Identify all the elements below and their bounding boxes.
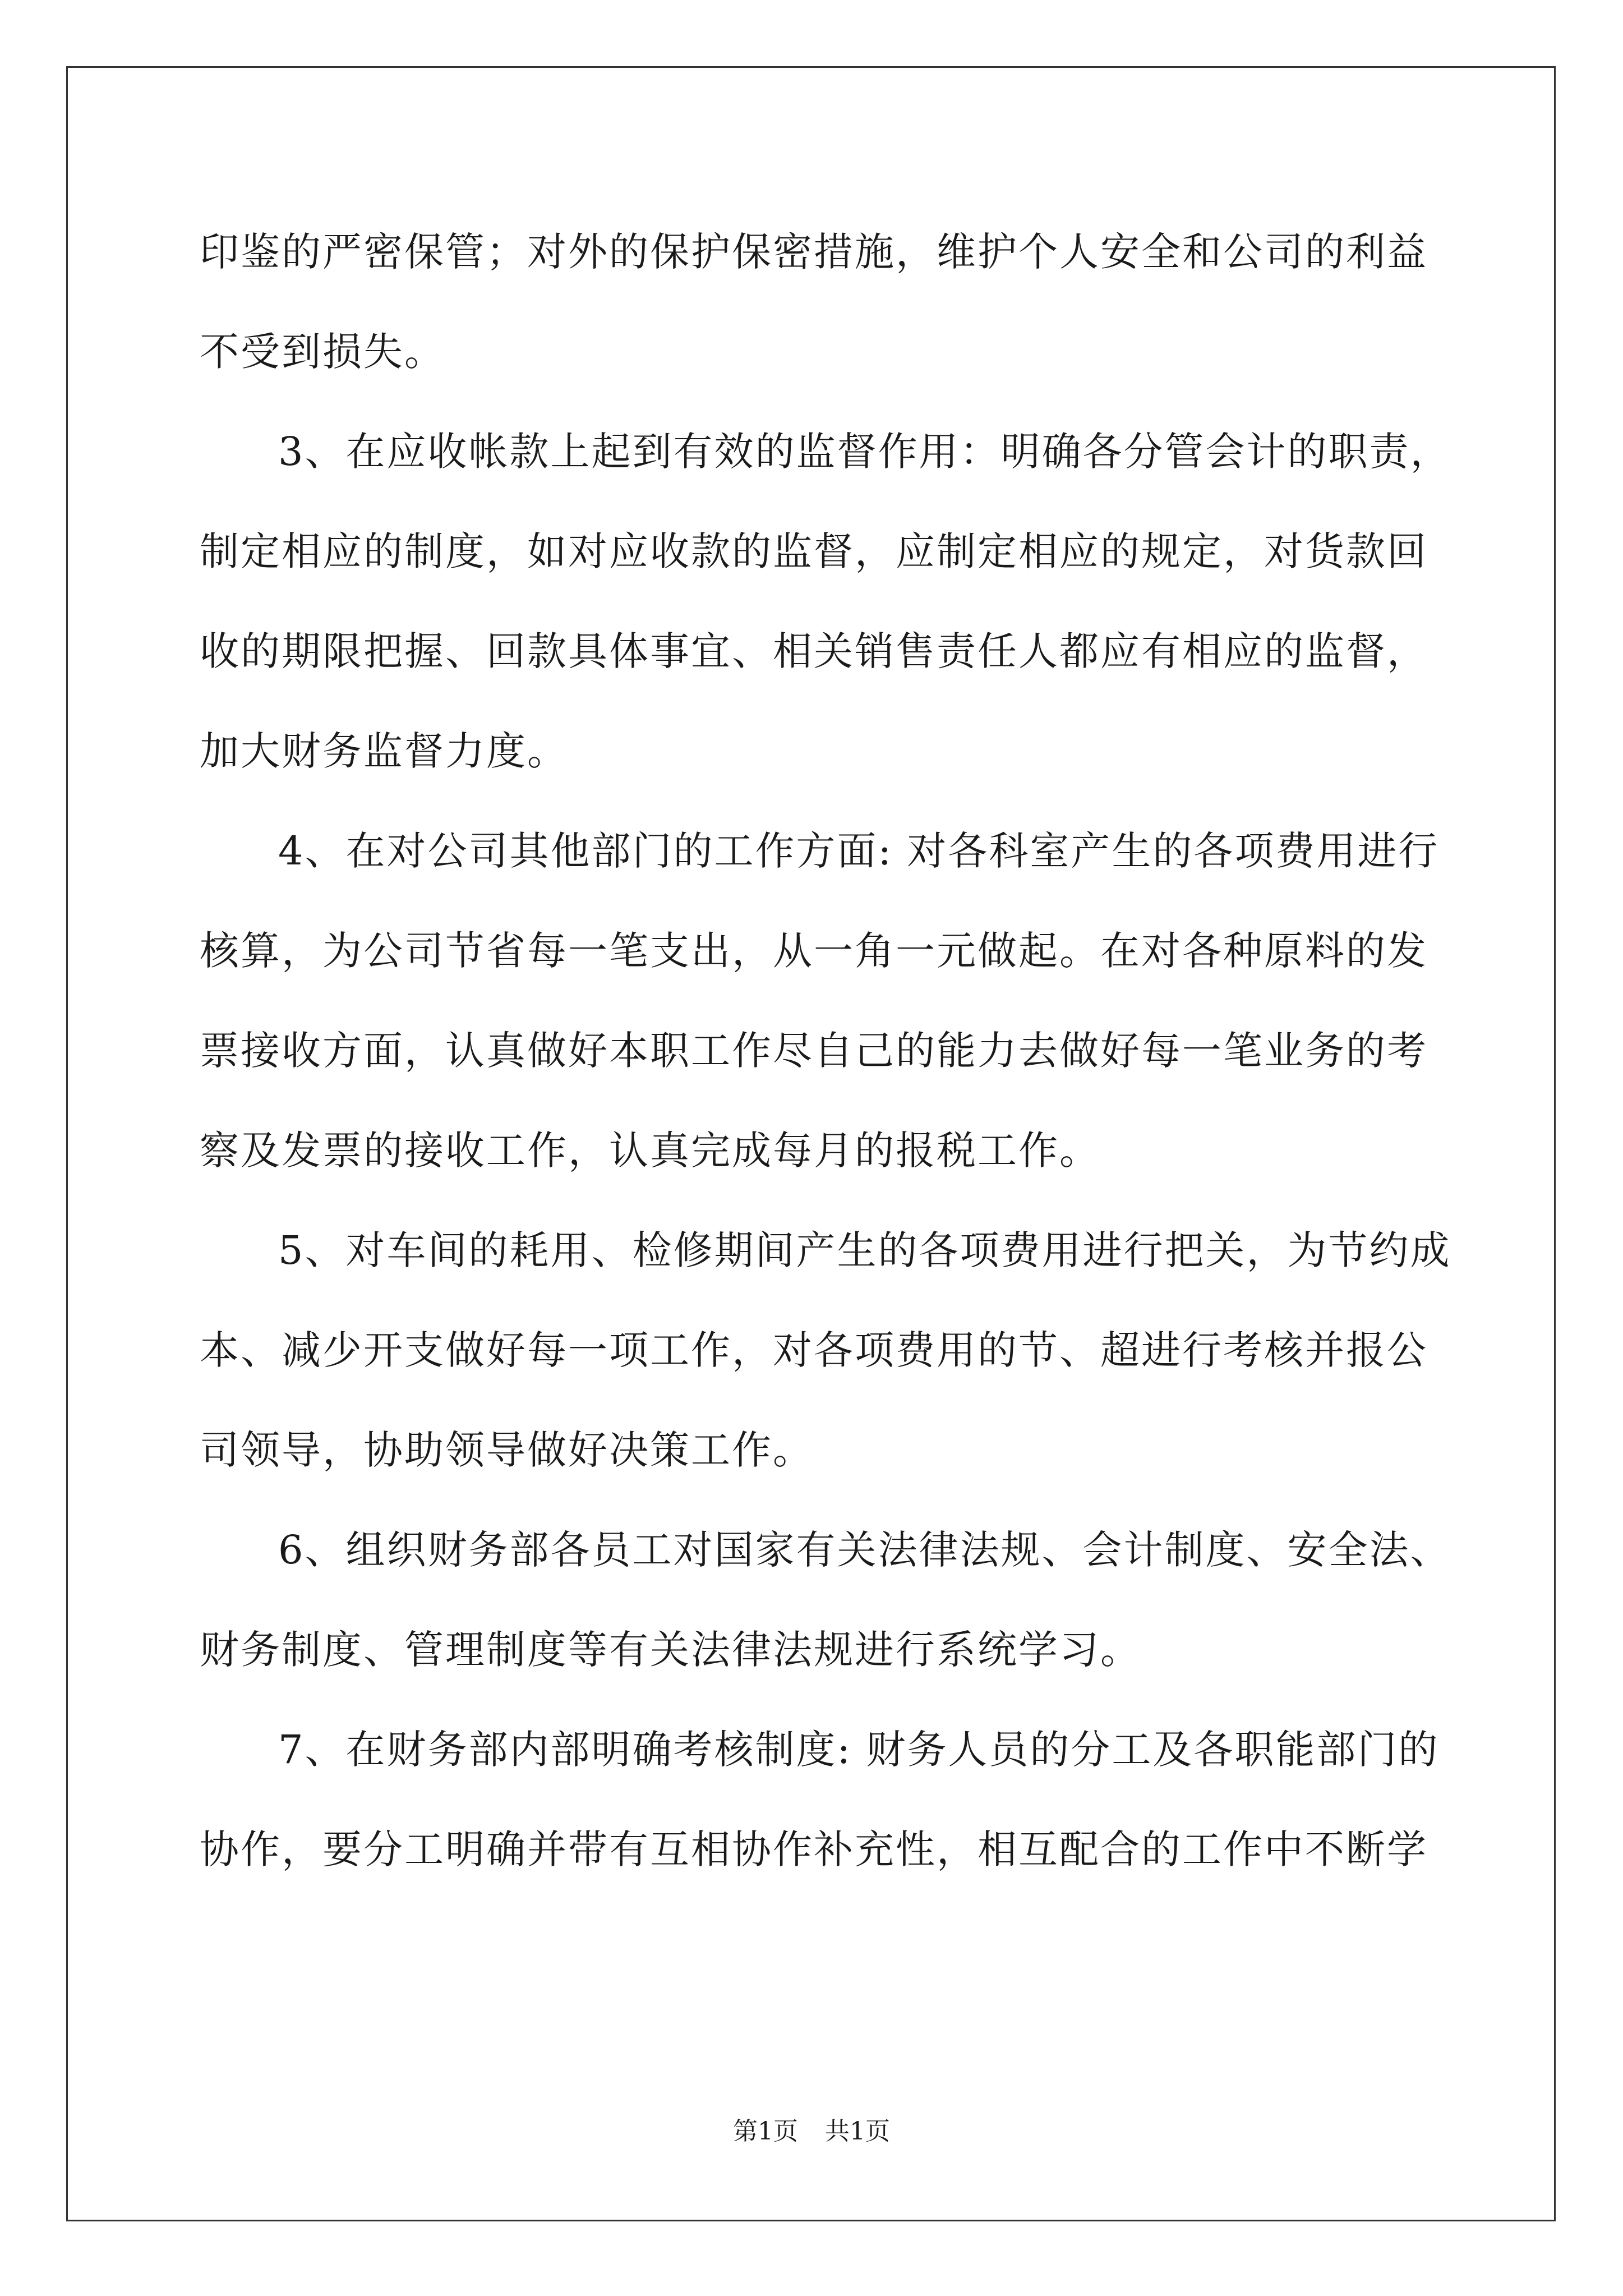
text-line-9: 票接收方面，认真做好本职工作尽自己的能力去做好每一笔业务的考 — [200, 1028, 1428, 1074]
text-line-7: 4、在对公司其他部门的工作方面: 对各科室产生的各项费用进行 — [278, 828, 1440, 874]
text-line-4: 制定相应的制度，如对应收款的监督，应制定相应的规定，对货款回 — [200, 528, 1428, 574]
text-line-5: 收的期限把握、回款具体事宜、相关销售责任人都应有相应的监督， — [200, 628, 1428, 674]
document-body — [200, 202, 1451, 1899]
text-line-14: 6、组织财务部各员工对国家有关法律法规、会计制度、安全法、 — [278, 1527, 1451, 1573]
text-line-6: 加大财务监督力度。 — [200, 728, 568, 774]
text-line-2: 不受到损失。 — [200, 329, 445, 375]
text-line-1: 印鉴的严密保管；对外的保护保密措施，维护个人安全和公司的利益 — [200, 229, 1428, 275]
text-line-17: 协作，要分工明确并带有互相协作补充性，相互配合的工作中不断学 — [200, 1826, 1428, 1872]
text-line-12: 本、减少开支做好每一项工作，对各项费用的节、超进行考核并报公 — [200, 1327, 1428, 1373]
text-line-11: 5、对车间的耗用、检修期间产生的各项费用进行把关，为节约成 — [278, 1227, 1451, 1273]
text-line-15: 财务制度、管理制度等有关法律法规进行系统学习。 — [200, 1627, 1141, 1673]
page-number-total: 共1页 — [825, 2117, 890, 2146]
text-line-8: 核算，为公司节省每一笔支出，从一角一元做起。在对各种原料的发 — [200, 928, 1428, 974]
text-line-10: 察及发票的接收工作，认真完成每月的报税工作。 — [200, 1128, 1100, 1174]
text-line-16: 7、在财务部内部明确考核制度: 财务人员的分工及各职能部门的 — [278, 1727, 1440, 1773]
text-line-13: 司领导，协助领导做好决策工作。 — [200, 1427, 814, 1473]
page-number-current: 第1页 — [733, 2117, 798, 2146]
page-footer — [0, 2115, 1623, 2148]
text-line-3: 3、在应收帐款上起到有效的监督作用：明确各分管会计的职责， — [278, 429, 1451, 475]
